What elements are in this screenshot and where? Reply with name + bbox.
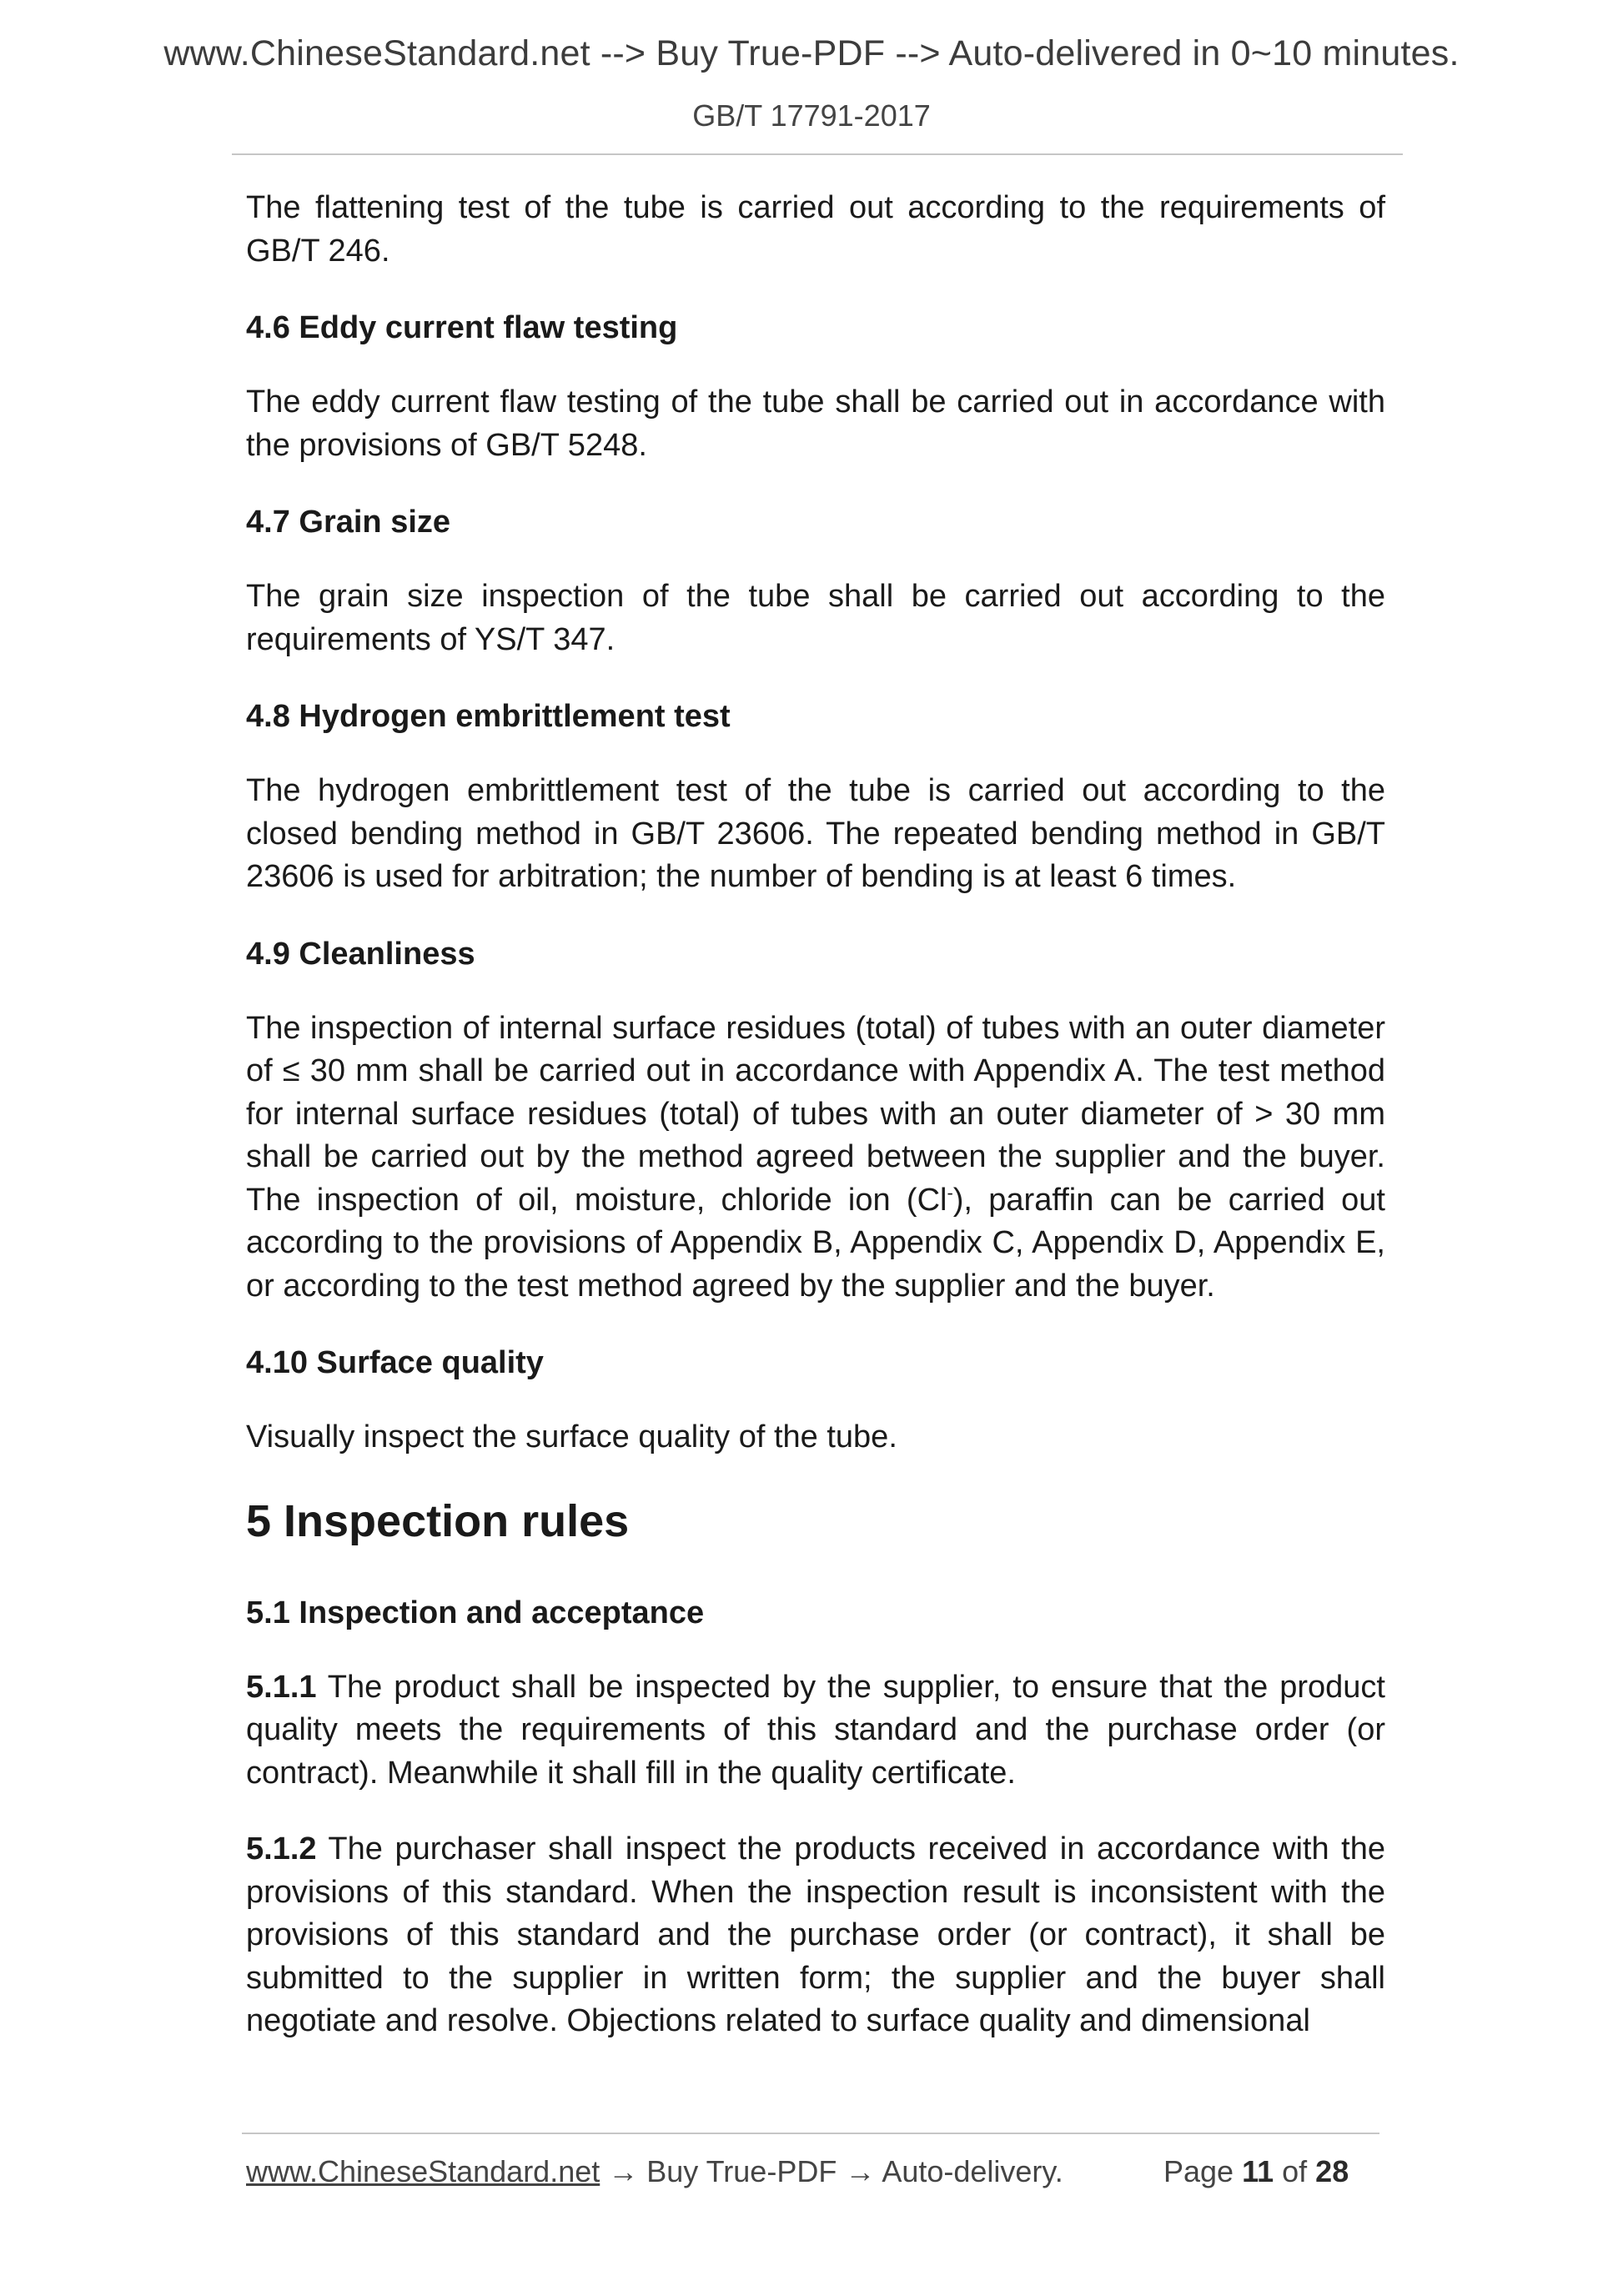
heading-section-5: 5 Inspection rules [246,1495,630,1546]
footer-divider [242,2133,1379,2134]
site-link[interactable]: www.ChineseStandard.net [246,2154,600,2188]
paragraph-4-8: The hydrogen embrittlement test of the tube is carried out according to the closed bending method in GB/T 23606. The repeated bending method in GB/T 23606 is used for arbitration; the number of bending is at least 6 times. [246,773,1385,894]
heading-4-8: 4.8 Hydrogen embrittlement test [246,699,731,734]
page-label: Page [1163,2154,1243,2188]
paragraph-4-6: The eddy current flaw testing of the tube shall be carried out in accordance with the provisions of GB/T 5248. [246,384,1385,463]
paragraph-4-10: Visually inspect the surface quality of the tube. [246,1419,897,1454]
paragraph-5-1-1 [246,1666,1385,1796]
page-content [246,187,1385,2077]
page-indicator [1163,2154,1349,2189]
footer-promo [246,2154,1063,2189]
current-page: 11 [1242,2154,1274,2188]
clause-number-5-1-2: 5.1.2 [246,1831,317,1866]
paragraph-4-9 [246,1007,1385,1309]
heading-4-9: 4.9 Cleanliness [246,936,475,972]
heading-4-6: 4.6 Eddy current flaw testing [246,310,678,345]
heading-4-10: 4.10 Surface quality [246,1345,544,1380]
paragraph-4-7: The grain size inspection of the tube shall be carried out according to the requirements of YS/T 347. [246,579,1385,657]
promo-text: → Buy True-PDF → Auto-delivery. [600,2154,1063,2188]
heading-4-7: 4.7 Grain size [246,505,451,540]
chloride-superscript: - [947,1181,953,1203]
paragraph-flattening-test: The flattening test of the tube is carried out according to the requirements of GB/T 246. [246,190,1385,269]
of-label: of [1274,2154,1316,2188]
heading-5-1: 5.1 Inspection and acceptance [246,1595,705,1630]
paragraph-4-9-part-a: The inspection of internal surface residues (total) of tubes with an outer diameter of ≤ 30 mm shall be carried out in accordance with Appendix A. The test method for internal surface residues (total) of tubes with an outer diameter of > 30 mm shall be carried out by the method agreed between the supplier and the buyer. The inspection of oil, moisture, chloride ion (Cl [246,1010,1385,1218]
document-number: GB/T 17791-2017 [692,98,931,133]
header-divider [232,153,1403,155]
top-banner: www.ChineseStandard.net --> Buy True-PDF --> Auto-delivered in 0~10 minutes. [163,33,1460,73]
clause-number-5-1-1: 5.1.1 [246,1669,317,1705]
clause-text-5-1-1: The product shall be inspected by the supplier, to ensure that the product quality meets the requirements of this standard and the purchase order (or contract). Meanwhile it shall fill in the quality certificate. [246,1669,1385,1791]
paragraph-5-1-2 [246,1828,1385,2043]
total-pages: 28 [1315,2154,1349,2188]
clause-text-5-1-2: The purchaser shall inspect the products received in accordance with the provisions of this standard. When the inspection result is inconsistent with the provisions of this standard and the purchase order (or contract), it shall be submitted to the supplier in written form; the supplier and the buyer shall negotiate and resolve. Objections related to surface quality and dimensional [246,1831,1385,2038]
paragraph-4-9-part-b: ), paraffin can be carried out according to the provisions of Appendix B, Appendix C, Appendix D, Appendix E, or according to the test method agreed by the supplier and the buyer. [246,1182,1385,1304]
